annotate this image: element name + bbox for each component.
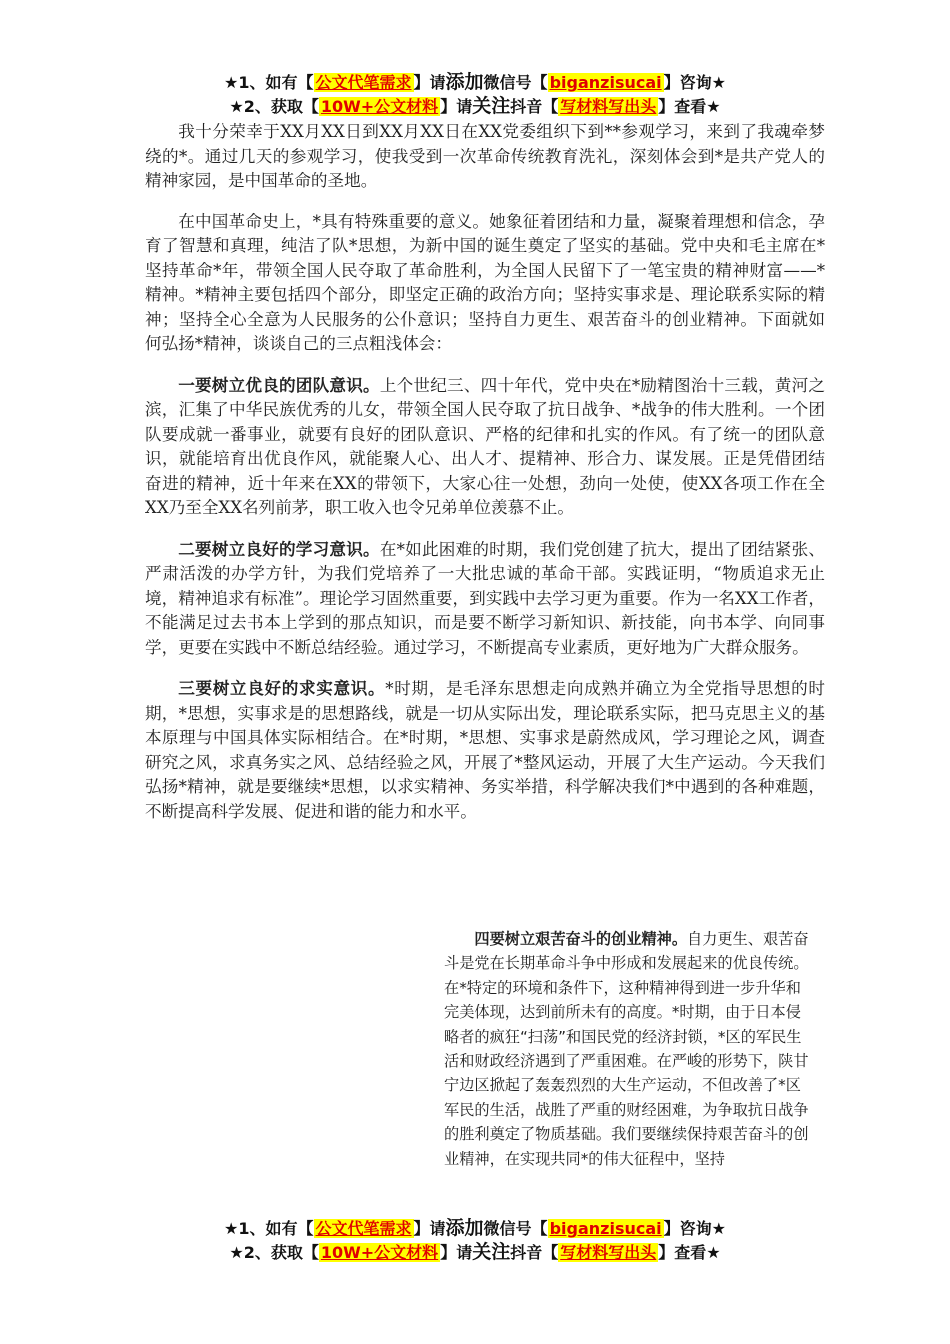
promo-text: 抖音【 (510, 1243, 559, 1262)
promo-wechat-id: biganzisucai (549, 73, 662, 92)
paragraph-lead: 三要树立良好的求实意识。 (178, 678, 386, 698)
article-body (145, 120, 825, 840)
promo-highlight: 公文代笔需求 (315, 1219, 412, 1238)
promo-douyin-id: 写材料写出头 (560, 97, 657, 116)
promo-text: ★1、如有【 (224, 1219, 314, 1238)
promo-emphasis: 关注 (472, 95, 511, 117)
paragraph (145, 373, 825, 521)
paragraph-lead: 一要树立优良的团队意识。 (178, 374, 380, 395)
promo-line-2 (0, 1240, 950, 1264)
promo-text: 】请 (440, 1243, 473, 1262)
paragraph (145, 537, 825, 661)
promo-wechat-id: biganzisucai (549, 1219, 662, 1238)
paragraph-text: 在中国革命史上，*具有特殊重要的意义。她象征着团结和力量，凝聚着理想和信念，孕育了智慧和真理，纯洁了队*思想，为新中国的诞生奠定了坚实的基础。党中央和毛主席在*坚持革命*年，带领全国人民夺取了革命胜利，为全国人民留下了一笔宝贵的精神财富——*精神。*精神主要包括四个部分，即坚定正确的政治方向；坚持实事求是、理论联系实际的精神；坚持全心全意为人民服务的公仆意识；坚持自力更生、艰苦奋斗的创业精神。下面就如何弘扬*精神，谈谈自己的三点粗浅体会： (145, 211, 825, 353)
promo-text: ★1、如有【 (224, 73, 314, 92)
promo-text: 】请 (440, 97, 473, 116)
paragraph (145, 120, 825, 194)
promo-text: 】查看★ (658, 97, 721, 116)
paragraph-text: *时期，是毛泽东思想走向成熟并确立为全党指导思想的时期，*思想，实事求是的思想路线，就是一切从实际出发，理论联系实际，把马克思主义的基本原理与中国具体实际相结合。在*时期，*思想、实事求是蔚然成风，学习理论之风，调查研究之风，求真务实之风、总结经验之风，开展了*整风运动，开展了大生产运动。今天我们弘扬*精神，就是要继续*思想，以求实精神、务实举措，科学解决我们*中遇到的各种难题，不断提高科学发展、促进和谐的能力和水平。 (145, 679, 826, 821)
paragraph-text: 上个世纪三、四十年代，党中央在*励精图治十三载，黄河之滨，汇集了中华民族优秀的儿女，带领全国人民夺取了抗日战争、*战争的伟大胜利。一个团队要成就一番事业，就要有良好的团队意识、严格的纪律和扎实的作风。有了统一的团队意识，就能培育出优良作风，就能聚人心、出人才、提精神、形合力、谋发展。正是凭借团结奋进的精神，近十年来在XX的带领下，大家心往一处想，劲向一处使，使XX各项工作在全XX乃至全XX名列前茅，职工收入也令兄弟单位羡慕不止。 (145, 375, 826, 517)
promo-line-1 (0, 70, 950, 94)
text-box-section-four (444, 927, 816, 1171)
promo-banner-bottom (0, 1216, 950, 1264)
promo-emphasis: 添加 (445, 1217, 484, 1239)
promo-text: 】咨询★ (663, 1219, 726, 1238)
promo-text: 微信号【 (483, 1219, 548, 1238)
promo-text: 】请 (413, 1219, 446, 1238)
promo-banner-top (0, 70, 950, 118)
promo-text: 抖音【 (510, 97, 559, 116)
promo-highlight: 10W+公文材料 (320, 1243, 439, 1262)
paragraph (145, 676, 825, 824)
promo-highlight: 10W+公文材料 (320, 97, 439, 116)
paragraph (145, 210, 825, 357)
promo-line-1 (0, 1216, 950, 1240)
promo-douyin-id: 写材料写出头 (560, 1243, 657, 1262)
paragraph (444, 927, 816, 1171)
paragraph-lead: 四要树立艰苦奋斗的创业精神。 (474, 930, 688, 948)
promo-emphasis: 添加 (445, 71, 484, 93)
paragraph-lead: 二要树立良好的学习意识。 (178, 538, 380, 559)
promo-line-2 (0, 94, 950, 118)
promo-text: 】请 (413, 73, 446, 92)
promo-text: 】咨询★ (663, 73, 726, 92)
promo-text: ★2、获取【 (229, 1243, 319, 1262)
promo-text: ★2、获取【 (229, 97, 319, 116)
paragraph-text: 我十分荣幸于XX月XX日到XX月XX日在XX党委组织下到**参观学习，来到了我魂牵梦绕的*。通过几天的参观学习，使我受到一次革命传统教育洗礼，深刻体会到*是共产党人的精神家园，是中国革命的圣地。 (145, 122, 825, 190)
promo-highlight: 公文代笔需求 (315, 73, 412, 92)
promo-text: 微信号【 (483, 73, 548, 92)
promo-text: 】查看★ (658, 1243, 721, 1262)
paragraph-text: 自力更生、艰苦奋斗是党在长期革命斗争中形成和发展起来的优良传统。在*特定的环境和条件下，这种精神得到进一步升华和完美体现，达到前所未有的高度。*时期，由于日本侵略者的疯狂“扫荡”和国民党的经济封锁，*区的军民生活和财政经济遇到了严重困难。在严峻的形势下，陕甘宁边区掀起了轰轰烈烈的大生产运动，不但改善了*区军民的生活，战胜了严重的财经困难，为争取抗日战争的胜利奠定了物质基础。我们要继续保持艰苦奋斗的创业精神，在实现共同*的伟大征程中，坚持 (444, 930, 809, 1168)
paragraph-text: 在*如此困难的时期，我们党创建了抗大，提出了团结紧张、严肃活泼的办学方针，为我们党培养了一大批忠诚的革命干部。实践证明，“物质追求无止境，精神追求有标准”。理论学习固然重要，到实践中去学习更为重要。作为一名XX工作者，不能满足过去书本上学到的那点知识，而是要不断学习新知识、新技能，向书本学、向同事学，更要在实践中不断总结经验。通过学习，不断提高专业素质，更好地为广大群众服务。 (145, 539, 826, 657)
promo-emphasis: 关注 (472, 1241, 511, 1263)
